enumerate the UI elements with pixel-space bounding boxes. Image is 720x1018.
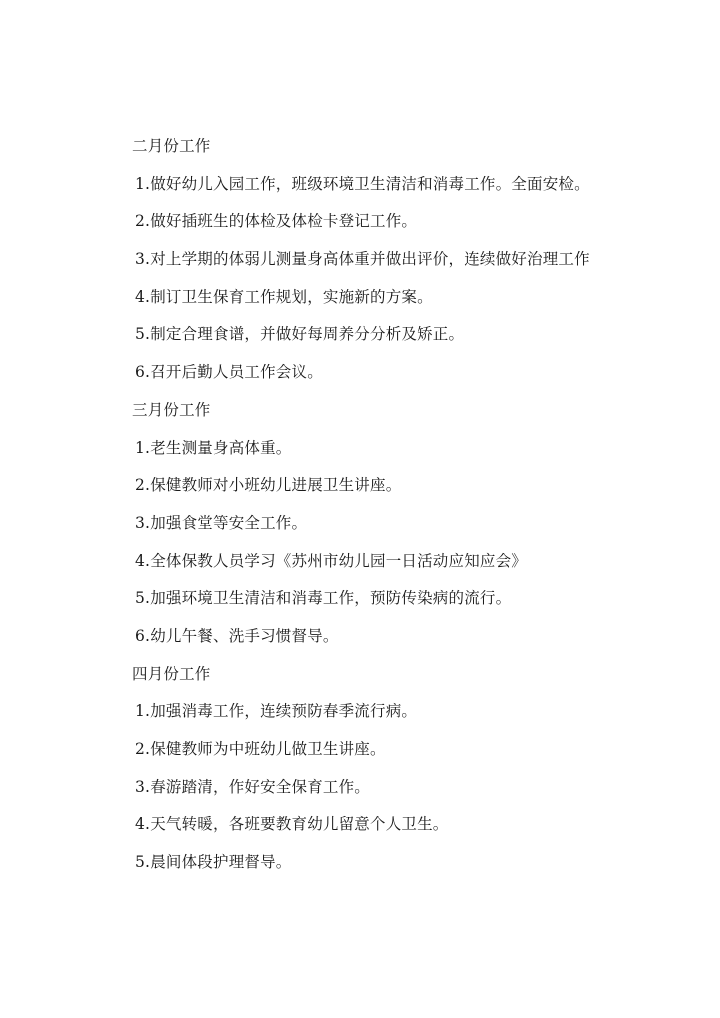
section-heading-march: 三月份工作 bbox=[132, 400, 211, 419]
list-item: 1.做好幼儿入园工作，班级环境卫生清洁和消毒工作。全面安检。 bbox=[135, 174, 590, 193]
list-item: 1.老生测量身高体重。 bbox=[135, 438, 292, 457]
list-item: 4.天气转暖，各班要教育幼儿留意个人卫生。 bbox=[135, 815, 449, 834]
list-item: 5.制定合理食谱，并做好每周养分分析及矫正。 bbox=[135, 325, 465, 344]
section-heading-february: 二月份工作 bbox=[132, 137, 211, 155]
list-item: 2.做好插班生的体检及体检卡登记工作。 bbox=[135, 212, 418, 231]
document-body bbox=[132, 133, 692, 887]
list-item: 3.对上学期的体弱儿测量身高体重并做出评价，连续做好治理工作 bbox=[135, 250, 590, 269]
list-item: 6.幼儿午餐、洗手习惯督导。 bbox=[135, 626, 339, 645]
list-item: 6.召开后勤人员工作会议。 bbox=[135, 363, 323, 382]
list-item: 2.保健教师对小班幼儿进展卫生讲座。 bbox=[135, 476, 402, 495]
list-item: 4.制订卫生保育工作规划，实施新的方案。 bbox=[135, 287, 433, 306]
list-item: 4.全体保教人员学习《苏州市幼儿园一日活动应知应会》 bbox=[135, 551, 527, 570]
list-item: 1.加强消毒工作，连续预防春季流行病。 bbox=[135, 702, 418, 721]
section-heading-april: 四月份工作 bbox=[132, 664, 211, 683]
list-item: 5.加强环境卫生清洁和消毒工作，预防传染病的流行。 bbox=[135, 589, 512, 608]
list-item: 3.春游踏清，作好安全保育工作。 bbox=[135, 777, 370, 796]
list-item: 3.加强食堂等安全工作。 bbox=[135, 513, 308, 532]
list-item: 5.晨间体段护理督导。 bbox=[135, 853, 292, 872]
list-item: 2.保健教师为中班幼儿做卫生讲座。 bbox=[135, 740, 386, 758]
